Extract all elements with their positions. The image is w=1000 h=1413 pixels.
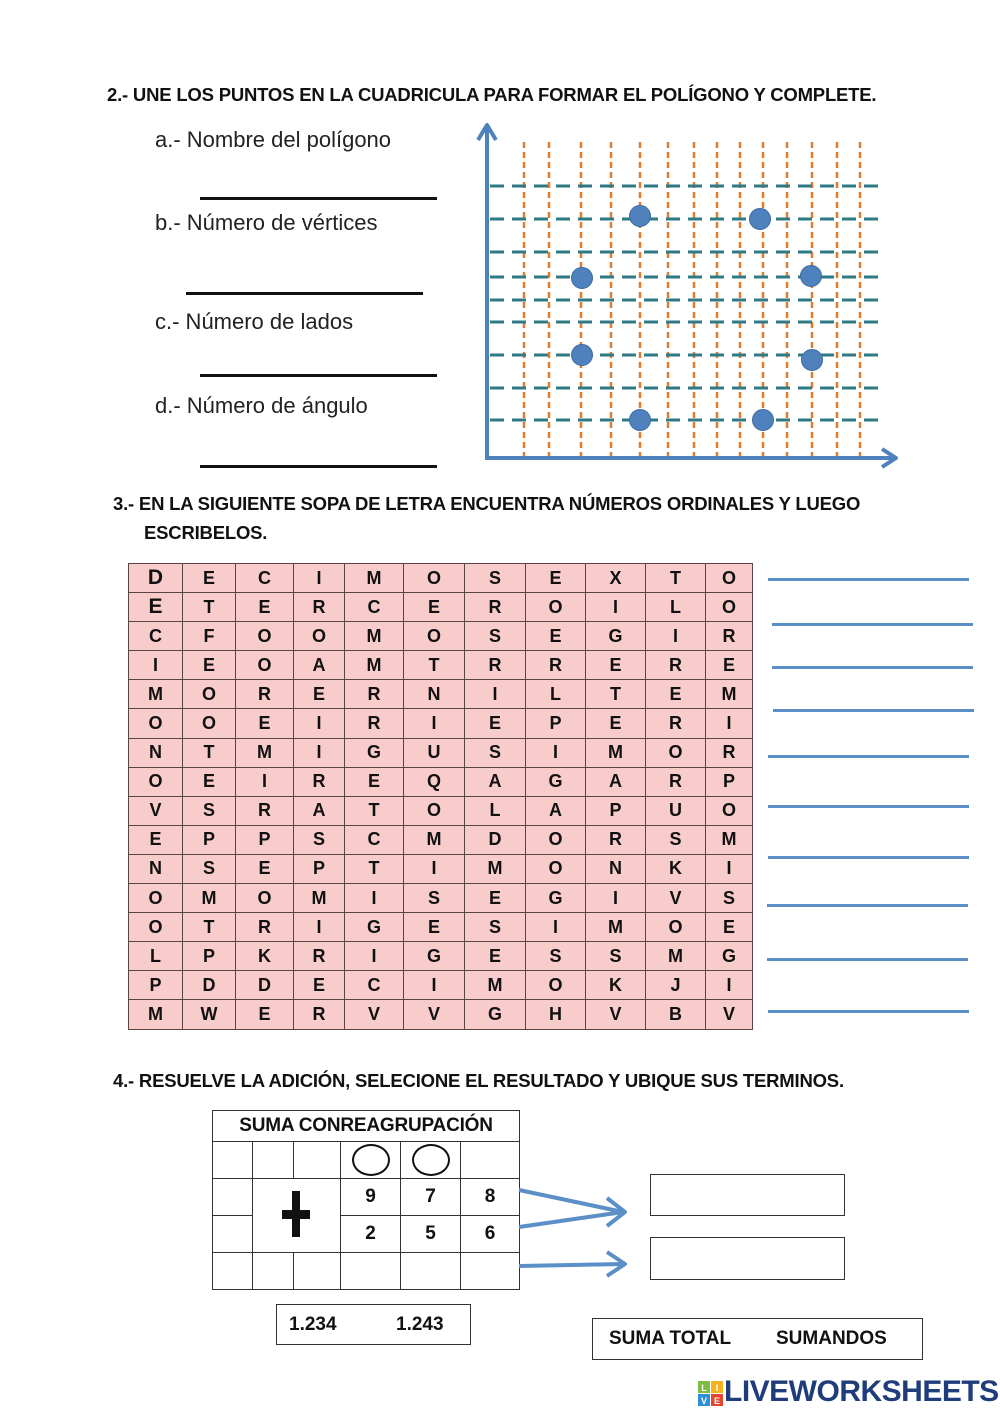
letter-cell[interactable]: T: [646, 564, 706, 593]
letter-cell[interactable]: O: [646, 913, 706, 942]
letter-cell[interactable]: A: [465, 767, 526, 796]
ordinal-answer-line[interactable]: [772, 666, 973, 669]
letter-cell[interactable]: P: [183, 825, 236, 854]
letter-cell[interactable]: R: [294, 767, 345, 796]
letter-cell[interactable]: O: [526, 971, 586, 1000]
question-d-label: d.- Número de ángulo: [155, 393, 368, 418]
letter-cell[interactable]: R: [706, 622, 753, 651]
letter-cell[interactable]: A: [586, 767, 646, 796]
options-box: [276, 1304, 471, 1345]
letter-cell[interactable]: O: [404, 622, 465, 651]
polygon-vertex-dots[interactable]: [572, 206, 823, 431]
letter-cell[interactable]: V: [345, 1000, 404, 1029]
letter-cell[interactable]: T: [183, 593, 236, 622]
letter-cell[interactable]: L: [465, 796, 526, 825]
result-cell[interactable]: [401, 1253, 461, 1290]
letter-cell[interactable]: Q: [404, 767, 465, 796]
letter-cell[interactable]: R: [236, 913, 294, 942]
letter-cell[interactable]: K: [236, 942, 294, 971]
letter-cell[interactable]: E: [183, 767, 236, 796]
letter-cell[interactable]: O: [706, 593, 753, 622]
ordinal-answer-line[interactable]: [768, 805, 969, 808]
letter-cell[interactable]: P: [129, 971, 183, 1000]
ordinal-answer-line[interactable]: [767, 904, 968, 907]
addend2-hundreds: 2: [341, 1216, 401, 1253]
letter-cell[interactable]: G: [526, 884, 586, 913]
letter-cell[interactable]: E: [129, 825, 183, 854]
letter-cell[interactable]: O: [236, 884, 294, 913]
letter-cell[interactable]: O: [404, 564, 465, 593]
letter-cell[interactable]: E: [236, 1000, 294, 1029]
letter-cell[interactable]: N: [129, 854, 183, 883]
letter-cell[interactable]: R: [706, 738, 753, 767]
letter-cell[interactable]: O: [183, 709, 236, 738]
ordinal-answer-line[interactable]: [768, 578, 969, 581]
letter-cell[interactable]: E: [706, 913, 753, 942]
letter-cell[interactable]: G: [526, 767, 586, 796]
word-search-row: [129, 884, 753, 913]
letter-cell[interactable]: E: [465, 884, 526, 913]
letter-cell[interactable]: M: [129, 1000, 183, 1029]
letter-cell[interactable]: E: [183, 564, 236, 593]
letter-cell[interactable]: E: [404, 593, 465, 622]
option-1234[interactable]: 1.234: [289, 1314, 337, 1335]
axes: [478, 125, 896, 467]
letter-cell[interactable]: I: [706, 971, 753, 1000]
letter-cell[interactable]: R: [236, 680, 294, 709]
carry-circle-hundreds[interactable]: [341, 1142, 401, 1179]
letter-cell[interactable]: T: [404, 651, 465, 680]
dot-grid-chart[interactable]: [0, 0, 1000, 480]
letter-cell[interactable]: I: [294, 709, 345, 738]
letter-cell[interactable]: I: [706, 854, 753, 883]
vertex-dot[interactable]: [753, 410, 774, 431]
result-cell[interactable]: [253, 1253, 294, 1290]
letter-cell[interactable]: I: [129, 651, 183, 680]
letter-cell[interactable]: S: [586, 942, 646, 971]
letter-cell[interactable]: K: [646, 854, 706, 883]
letter-cell[interactable]: D: [129, 564, 183, 593]
letter-cell[interactable]: I: [294, 738, 345, 767]
letter-cell[interactable]: I: [294, 913, 345, 942]
svg-text:E: E: [713, 1396, 721, 1406]
addend1-tens: 7: [401, 1179, 461, 1216]
letter-cell[interactable]: X: [586, 564, 646, 593]
letter-cell[interactable]: G: [345, 913, 404, 942]
letter-cell[interactable]: M: [294, 884, 345, 913]
letter-cell[interactable]: D: [236, 971, 294, 1000]
letter-cell[interactable]: F: [183, 622, 236, 651]
terms-box: [592, 1318, 923, 1360]
letter-cell[interactable]: G: [404, 942, 465, 971]
letter-cell[interactable]: R: [586, 825, 646, 854]
vertex-dot[interactable]: [630, 206, 651, 227]
letter-cell[interactable]: I: [586, 884, 646, 913]
letter-cell[interactable]: M: [236, 738, 294, 767]
ordinal-answer-line[interactable]: [768, 1010, 969, 1013]
letter-cell[interactable]: J: [646, 971, 706, 1000]
letter-cell[interactable]: D: [465, 825, 526, 854]
letter-cell[interactable]: M: [404, 825, 465, 854]
letter-cell[interactable]: O: [706, 564, 753, 593]
ordinal-answer-line[interactable]: [768, 856, 969, 859]
letter-cell[interactable]: I: [236, 767, 294, 796]
letter-cell[interactable]: B: [646, 1000, 706, 1029]
letter-cell[interactable]: C: [345, 593, 404, 622]
option-1243[interactable]: 1.243: [396, 1314, 444, 1335]
result-cell[interactable]: [213, 1253, 253, 1290]
result-cell[interactable]: [294, 1253, 341, 1290]
word-search-row: [129, 564, 753, 593]
result-cell[interactable]: [341, 1253, 401, 1290]
addend2-tens: 5: [401, 1216, 461, 1253]
question-a-label: a.- Nombre del polígono: [155, 127, 392, 152]
letter-cell[interactable]: A: [526, 796, 586, 825]
letter-cell[interactable]: E: [129, 593, 183, 622]
letter-cell[interactable]: N: [129, 738, 183, 767]
letter-cell[interactable]: E: [586, 709, 646, 738]
letter-cell[interactable]: R: [294, 1000, 345, 1029]
letter-cell[interactable]: T: [183, 913, 236, 942]
result-cell[interactable]: [461, 1253, 520, 1290]
letter-cell[interactable]: I: [526, 913, 586, 942]
letter-cell[interactable]: G: [345, 738, 404, 767]
letter-cell[interactable]: M: [586, 738, 646, 767]
letter-cell[interactable]: O: [183, 680, 236, 709]
letter-cell[interactable]: O: [404, 796, 465, 825]
section-3-heading-line1: 3.- EN LA SIGUIENTE SOPA DE LETRA ENCUENTRA NÚMEROS ORDINALES Y LUEGO: [113, 493, 861, 514]
letter-cell[interactable]: T: [345, 796, 404, 825]
ordinal-answer-line[interactable]: [768, 755, 969, 758]
letter-cell[interactable]: U: [646, 796, 706, 825]
letter-cell[interactable]: T: [586, 680, 646, 709]
letter-cell[interactable]: R: [345, 709, 404, 738]
word-search-grid[interactable]: [128, 563, 753, 1030]
addend2-units: 6: [461, 1216, 520, 1253]
letter-cell[interactable]: M: [586, 913, 646, 942]
letter-cell[interactable]: G: [706, 942, 753, 971]
letter-cell[interactable]: I: [526, 738, 586, 767]
word-search-row: [129, 767, 753, 796]
letter-cell[interactable]: A: [294, 651, 345, 680]
letter-cell[interactable]: O: [294, 622, 345, 651]
carry-circle-tens[interactable]: [401, 1142, 461, 1179]
letter-cell[interactable]: E: [294, 680, 345, 709]
word-search-row: [129, 854, 753, 883]
letter-cell[interactable]: I: [586, 593, 646, 622]
vertex-dot[interactable]: [750, 209, 771, 230]
letter-cell[interactable]: E: [706, 651, 753, 680]
letter-cell[interactable]: E: [236, 854, 294, 883]
addition-table-title: SUMA CONREAGRUPACIÓN: [213, 1111, 520, 1142]
letter-cell[interactable]: I: [404, 709, 465, 738]
vertex-dot[interactable]: [630, 410, 651, 431]
letter-cell[interactable]: V: [586, 1000, 646, 1029]
letter-cell[interactable]: S: [465, 622, 526, 651]
letter-cell[interactable]: P: [706, 767, 753, 796]
section-3-heading-line2: ESCRIBELOS.: [144, 522, 268, 543]
letter-cell[interactable]: O: [526, 854, 586, 883]
letter-cell[interactable]: S: [465, 564, 526, 593]
word-search-row: [129, 593, 753, 622]
letter-cell[interactable]: O: [526, 825, 586, 854]
word-search-row: [129, 622, 753, 651]
letter-cell[interactable]: O: [236, 622, 294, 651]
letter-cell[interactable]: C: [345, 971, 404, 1000]
svg-text:V: V: [700, 1396, 708, 1406]
letter-cell[interactable]: M: [465, 971, 526, 1000]
letter-cell[interactable]: P: [526, 709, 586, 738]
section-2-heading: 2.- UNE LOS PUNTOS EN LA CUADRICULA PARA FORMAR EL POLÍGONO Y COMPLETE.: [107, 84, 877, 105]
word-search-row: [129, 913, 753, 942]
letter-cell[interactable]: V: [129, 796, 183, 825]
letter-cell[interactable]: I: [465, 680, 526, 709]
word-search-row: [129, 796, 753, 825]
letter-cell[interactable]: C: [129, 622, 183, 651]
word-search-row: [129, 738, 753, 767]
letter-cell[interactable]: S: [465, 738, 526, 767]
letter-cell[interactable]: P: [294, 854, 345, 883]
letter-cell[interactable]: E: [236, 593, 294, 622]
letter-cell[interactable]: M: [465, 854, 526, 883]
letter-cell[interactable]: I: [404, 971, 465, 1000]
letter-cell[interactable]: V: [706, 1000, 753, 1029]
letter-cell[interactable]: T: [345, 854, 404, 883]
letter-cell[interactable]: V: [646, 884, 706, 913]
letter-cell[interactable]: S: [706, 884, 753, 913]
letter-cell[interactable]: T: [183, 738, 236, 767]
letter-cell[interactable]: G: [586, 622, 646, 651]
word-search-row: [129, 971, 753, 1000]
ordinal-answer-line[interactable]: [772, 623, 973, 626]
word-search-row: [129, 651, 753, 680]
letter-cell[interactable]: S: [294, 825, 345, 854]
ordinal-answer-line[interactable]: [767, 958, 968, 961]
letter-cell[interactable]: I: [646, 622, 706, 651]
letter-cell[interactable]: O: [236, 651, 294, 680]
question-b-label: b.- Número de vértices: [155, 210, 378, 235]
drop-target-addends[interactable]: [650, 1174, 845, 1216]
letter-cell[interactable]: S: [404, 884, 465, 913]
letter-cell[interactable]: U: [404, 738, 465, 767]
letter-cell[interactable]: C: [236, 564, 294, 593]
ordinal-answer-line[interactable]: [773, 709, 974, 712]
letter-cell[interactable]: M: [345, 651, 404, 680]
letter-cell[interactable]: M: [646, 942, 706, 971]
plus-icon: [282, 1191, 312, 1241]
letter-cell[interactable]: P: [586, 796, 646, 825]
live-badge-icon: [698, 1381, 724, 1409]
vertex-dot[interactable]: [572, 268, 593, 289]
letter-cell[interactable]: R: [345, 680, 404, 709]
letter-cell[interactable]: I: [404, 854, 465, 883]
letter-cell[interactable]: O: [129, 884, 183, 913]
letter-cell[interactable]: O: [526, 593, 586, 622]
letter-cell[interactable]: E: [294, 971, 345, 1000]
letter-cell[interactable]: M: [706, 825, 753, 854]
letter-cell[interactable]: R: [646, 709, 706, 738]
letter-cell[interactable]: I: [294, 564, 345, 593]
letter-cell[interactable]: M: [129, 680, 183, 709]
letter-cell[interactable]: O: [646, 738, 706, 767]
letter-cell[interactable]: O: [706, 796, 753, 825]
letter-cell[interactable]: E: [465, 709, 526, 738]
letter-cell[interactable]: E: [465, 942, 526, 971]
word-search-row: [129, 825, 753, 854]
letter-cell[interactable]: W: [183, 1000, 236, 1029]
letter-cell[interactable]: E: [404, 913, 465, 942]
letter-cell[interactable]: M: [345, 622, 404, 651]
letter-cell[interactable]: E: [345, 767, 404, 796]
carry-circle-icon: [352, 1144, 390, 1176]
letter-cell[interactable]: G: [465, 1000, 526, 1029]
letter-cell[interactable]: K: [586, 971, 646, 1000]
letter-cell[interactable]: P: [183, 942, 236, 971]
word-search-row: [129, 709, 753, 738]
letter-cell[interactable]: R: [526, 651, 586, 680]
word-search-row: [129, 680, 753, 709]
letter-cell[interactable]: R: [294, 593, 345, 622]
term-arrows: [515, 1170, 645, 1280]
letter-cell[interactable]: N: [586, 854, 646, 883]
term-suma-total[interactable]: SUMA TOTAL: [609, 1328, 732, 1349]
letter-cell[interactable]: L: [526, 680, 586, 709]
letter-cell[interactable]: S: [183, 854, 236, 883]
letter-cell[interactable]: H: [526, 1000, 586, 1029]
letter-cell[interactable]: I: [706, 709, 753, 738]
letter-cell[interactable]: C: [345, 825, 404, 854]
letter-cell[interactable]: E: [646, 680, 706, 709]
plus-operator: [253, 1179, 341, 1253]
term-sumandos[interactable]: SUMANDOS: [776, 1328, 887, 1349]
letter-cell[interactable]: E: [586, 651, 646, 680]
letter-cell[interactable]: D: [183, 971, 236, 1000]
letter-cell[interactable]: R: [236, 796, 294, 825]
letter-cell[interactable]: M: [183, 884, 236, 913]
letter-cell[interactable]: E: [526, 622, 586, 651]
letter-cell[interactable]: L: [129, 942, 183, 971]
letter-cell[interactable]: R: [294, 942, 345, 971]
letter-cell[interactable]: P: [236, 825, 294, 854]
letter-cell[interactable]: S: [183, 796, 236, 825]
letter-cell[interactable]: M: [706, 680, 753, 709]
vertex-dot[interactable]: [802, 350, 823, 371]
letter-cell[interactable]: V: [404, 1000, 465, 1029]
vertex-dot[interactable]: [801, 266, 822, 287]
word-search-row: [129, 942, 753, 971]
brand-name: LIVEWORKSHEETS: [724, 1375, 999, 1408]
word-search-row: [129, 1000, 753, 1029]
letter-cell[interactable]: R: [465, 593, 526, 622]
section-4-heading: 4.- RESUELVE LA ADICIÓN, SELECIONE EL RESULTADO Y UBIQUE SUS TERMINOS.: [113, 1070, 844, 1091]
letter-cell[interactable]: I: [345, 884, 404, 913]
letter-cell[interactable]: E: [183, 651, 236, 680]
letter-cell[interactable]: R: [465, 651, 526, 680]
letter-cell[interactable]: O: [129, 767, 183, 796]
letter-cell[interactable]: N: [404, 680, 465, 709]
question-c-label: c.- Número de lados: [155, 309, 354, 334]
letter-cell[interactable]: M: [345, 564, 404, 593]
letter-cell[interactable]: S: [646, 825, 706, 854]
addition-table: [212, 1110, 520, 1290]
letter-cell[interactable]: A: [294, 796, 345, 825]
letter-cell[interactable]: E: [526, 564, 586, 593]
vertex-dot[interactable]: [572, 345, 593, 366]
letter-cell[interactable]: I: [345, 942, 404, 971]
letter-cell[interactable]: O: [129, 709, 183, 738]
letter-cell[interactable]: R: [646, 651, 706, 680]
letter-cell[interactable]: O: [129, 913, 183, 942]
addend1-units: 8: [461, 1179, 520, 1216]
letter-cell[interactable]: E: [236, 709, 294, 738]
addend1-hundreds: 9: [341, 1179, 401, 1216]
letter-cell[interactable]: L: [646, 593, 706, 622]
letter-cell[interactable]: S: [465, 913, 526, 942]
drop-target-total[interactable]: [650, 1237, 845, 1280]
svg-text:I: I: [715, 1383, 719, 1393]
svg-text:L: L: [701, 1383, 707, 1393]
carry-circle-icon: [412, 1144, 450, 1176]
letter-cell[interactable]: R: [646, 767, 706, 796]
letter-cell[interactable]: S: [526, 942, 586, 971]
